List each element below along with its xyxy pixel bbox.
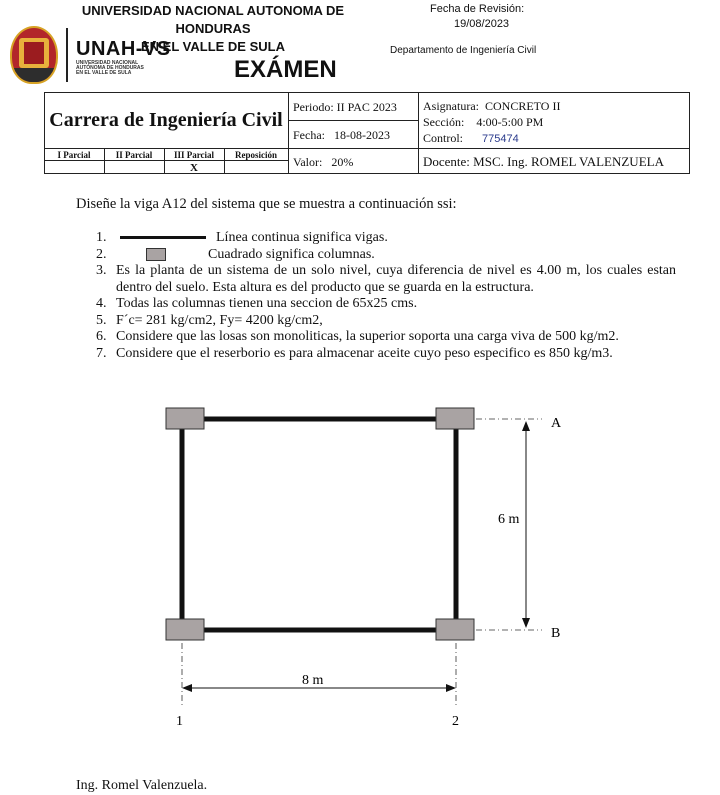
structural-plan-drawing bbox=[0, 395, 720, 735]
column-b1 bbox=[166, 619, 204, 640]
fecha-field bbox=[293, 128, 390, 142]
arrow-up-icon bbox=[522, 421, 530, 431]
seccion-value: 4:00-5:00 PM bbox=[476, 115, 544, 129]
valor-field bbox=[293, 155, 353, 169]
item-text: F´c= 281 kg/cm2, Fy= 4200 kg/cm2, bbox=[116, 312, 323, 328]
brand-sub-line: UNIVERSIDAD NACIONAL bbox=[76, 60, 139, 66]
axis-label-1: 1 bbox=[176, 714, 183, 729]
column-a2 bbox=[436, 408, 474, 429]
brand-name: UNAH-VS bbox=[76, 38, 171, 60]
table-divider bbox=[288, 120, 418, 121]
list-item bbox=[96, 346, 676, 363]
asignatura-value: CONCRETO II bbox=[485, 99, 561, 113]
parcial-header: I Parcial bbox=[57, 150, 91, 160]
asignatura-label: Asignatura: bbox=[423, 99, 479, 113]
parcial-header: III Parcial bbox=[173, 150, 215, 160]
university-seal-icon bbox=[10, 26, 58, 84]
list-item bbox=[96, 329, 676, 346]
control-value: 775474 bbox=[482, 133, 519, 145]
conditions-list bbox=[96, 230, 676, 362]
arrow-left-icon bbox=[182, 684, 192, 692]
item-text: Línea continua significa vigas. bbox=[216, 230, 388, 245]
item-number: 3. bbox=[96, 263, 107, 278]
item-number: 4. bbox=[96, 296, 107, 311]
item-text: Considere que las losas son monoliticas, la superior soporta una carga viva de 500 kg/m2. bbox=[116, 329, 619, 344]
control-field bbox=[423, 131, 519, 146]
dimension-label-vertical: 6 m bbox=[498, 512, 520, 527]
axis-label-2: 2 bbox=[452, 714, 459, 729]
item-number: 2. bbox=[96, 246, 107, 262]
revision-label: Fecha de Revisión: bbox=[430, 3, 525, 15]
list-item bbox=[96, 230, 676, 247]
item-number: 7. bbox=[96, 345, 107, 361]
arrow-right-icon bbox=[446, 684, 456, 692]
brand-subtitle bbox=[76, 61, 144, 76]
arrow-down-icon bbox=[522, 618, 530, 628]
document-title: EXÁMEN bbox=[234, 56, 337, 83]
valor-label: Valor: bbox=[293, 155, 323, 169]
control-label: Control: bbox=[423, 131, 464, 145]
table-divider bbox=[418, 92, 419, 174]
fecha-value: 18-08-2023 bbox=[334, 128, 390, 142]
department-name: Departamento de Ingeniería Civil bbox=[390, 45, 537, 56]
item-text: Es la planta de un sistema de un solo nivel, cuya diferencia de nivel es 4.00 m, los cuales estan dentro del suelo. Esta altura es del producto que se guarda en la estructura. bbox=[116, 263, 676, 295]
list-item bbox=[96, 296, 676, 313]
column-b2 bbox=[436, 619, 474, 640]
seccion-field bbox=[423, 115, 543, 129]
career-name: Carrera de Ingeniería Civil bbox=[49, 108, 283, 131]
axis-label-b: B bbox=[551, 626, 561, 641]
seccion-label: Sección: bbox=[423, 115, 465, 129]
university-line-2: EN EL VALLE DE SULA bbox=[141, 39, 285, 54]
column-a1 bbox=[166, 408, 204, 429]
brand-sub-line: EN EL VALLE DE SULA bbox=[76, 70, 132, 76]
item-text: Cuadrado significa columnas. bbox=[208, 246, 375, 262]
item-text: Todas las columnas tienen una seccion de 65x25 cms. bbox=[116, 296, 418, 311]
table-divider bbox=[288, 92, 289, 174]
docente-field: Docente: MSC. Ing. ROMEL VALENZUELA bbox=[423, 154, 664, 169]
table-divider bbox=[44, 160, 288, 161]
revision-date: 19/08/2023 bbox=[454, 18, 510, 30]
list-item bbox=[96, 263, 676, 296]
logo-divider bbox=[66, 28, 68, 82]
dimension-label-horizontal: 8 m bbox=[302, 673, 324, 688]
axis-label-a: A bbox=[551, 416, 562, 431]
parcial-header: Reposición bbox=[234, 150, 277, 160]
parcial-mark: X bbox=[190, 162, 198, 174]
item-text: Considere que el reserborio es para almacenar aceite cuyo peso especifico es 850 kg/m3. bbox=[116, 345, 613, 361]
list-item bbox=[96, 313, 676, 330]
asignatura-field bbox=[423, 99, 560, 113]
revision-date-block bbox=[430, 2, 524, 32]
item-number: 5. bbox=[96, 312, 107, 328]
item-number: 1. bbox=[96, 230, 107, 245]
problem-statement: Diseñe la viga A12 del sistema que se muestra a continuación ssi: bbox=[76, 196, 457, 212]
column-legend-icon bbox=[146, 248, 166, 261]
fecha-label: Fecha: bbox=[293, 128, 325, 142]
brand-sub-line: AUTÓNOMA DE HONDURAS bbox=[76, 65, 144, 71]
beam-legend-icon bbox=[120, 236, 206, 239]
valor-value: 20% bbox=[331, 155, 354, 169]
signature: Ing. Romel Valenzuela. bbox=[76, 778, 208, 793]
list-item bbox=[96, 247, 676, 264]
university-line-1: UNIVERSIDAD NACIONAL AUTONOMA DE HONDURAS bbox=[81, 3, 345, 36]
table-divider bbox=[44, 148, 690, 149]
periodo-field: Periodo: II PAC 2023 bbox=[293, 100, 397, 114]
parcial-header: II Parcial bbox=[115, 150, 153, 160]
item-number: 6. bbox=[96, 329, 107, 344]
